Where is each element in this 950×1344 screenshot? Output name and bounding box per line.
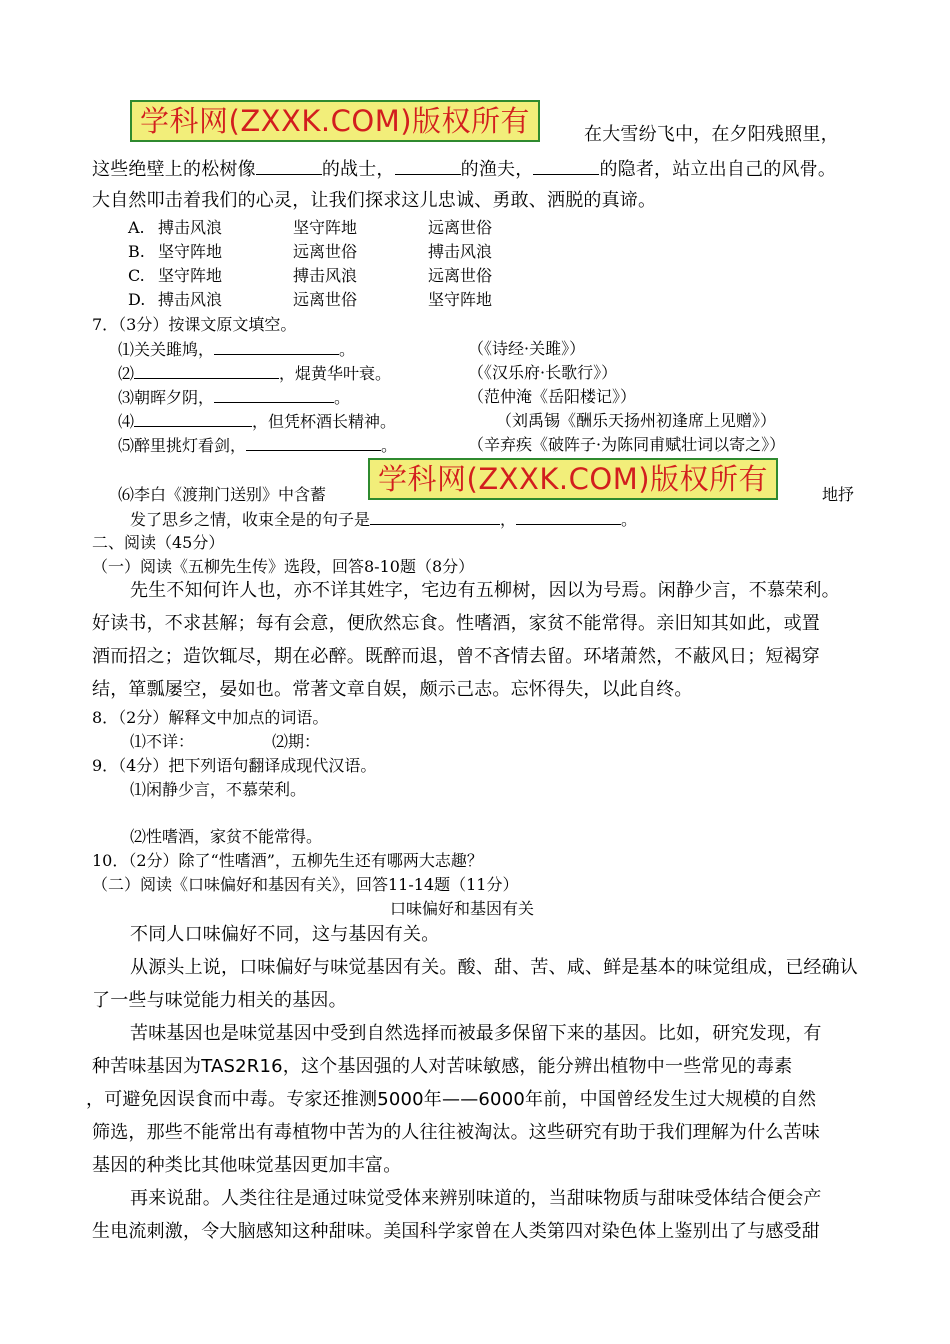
q7-item-1: ⑴关关雎鸠， 。 （《诗经·关雎》） [118,336,878,363]
q9-item-1: ⑴闲静少言，不慕荣利。 [130,780,307,799]
intro-text-d: 的隐者，站立出自己的风骨。 [599,159,837,180]
intro-text-a: 这些绝壁上的松树像 [92,159,256,180]
q7-item-5: ⑸醉里挑灯看剑， 。 （辛弃疾《破阵子·为陈同甫赋壮词以寄之》） [118,432,878,459]
q7-blank-6[interactable] [370,506,500,525]
q7-item-3: ⑶朝晖夕阴， 。 （范仲淹《岳阳楼记》） [118,384,878,411]
q7-blank-3[interactable] [214,384,334,403]
passage-1-line-2: 好读书，不求甚解；每有会意，便欣然忘食。性嗜酒，家贫不能常得。亲旧知其如此，或置 [92,613,820,634]
blank-3[interactable] [533,156,599,175]
q8-item-2: ⑵期： [272,732,321,751]
option-b: B. 坚守阵地 远离世俗 搏击风浪 [128,242,493,261]
q10-title: 10．（2分）除了“性嗜酒”，五柳先生还有哪两大志趣？ [92,851,483,870]
q7-source-3: （范仲淹《岳阳楼记》） [468,387,637,406]
watermark-middle: 学科网(ZXXK.COM)版权所有 [368,458,778,500]
q9-title: 9．（4分）把下列语句翻译成现代汉语。 [92,756,377,775]
q8-title: 8．（2分）解释文中加点的词语。 [92,708,329,727]
q7-source-2: （《汉乐府·长歌行》） [468,363,618,382]
option-a: A. 搏击风浪 坚守阵地 远离世俗 [128,218,493,237]
blank-1[interactable] [256,156,322,175]
passage-2-line-9: 再来说甜。人类往往是通过味觉受体来辨别味道的，当甜味物质与甜味受体结合便会产 [130,1188,822,1209]
intro-line-3: 大自然叩击着我们的心灵，让我们探求这儿忠诚、勇敢、洒脱的真谛。 [92,190,657,211]
q8-item-1: ⑴不详： [130,732,195,751]
q7-blank-7[interactable] [516,506,621,525]
passage-2-line-5: 种苦味基因为TAS2R16，这个基因强的人对苦味敏感，能分辨出植物中一些常见的毒素 [92,1056,793,1077]
passage-2-line-7: 筛选，那些不能常出有毒植物中苦为的人往往被淘汰。这些研究有助于我们理解为什么苦味 [92,1122,820,1143]
intro-line-1: 在大雪纷飞中，在夕阳残照里， [584,124,839,145]
q7-item-2: ⑵ ，焜黄华叶衰。 （《汉乐府·长歌行》） [118,360,878,387]
passage-1-line-4: 结，箪瓢屡空，晏如也。常著文章自娱，颇示己志。忘怀得失，以此自终。 [92,679,693,700]
passage-2-heading: 口味偏好和基因有关 [390,899,535,918]
part-2-title: （二）阅读《口味偏好和基因有关》，回答11-14题（11分） [92,875,519,894]
section-2-title: 二、阅读（45分） [92,533,225,552]
q7-item-4: ⑷ ，但凭杯酒长精神。 （刘禹锡《酬乐天扬州初逢席上见赠》） [118,408,878,435]
part-1-title: （一）阅读《五柳先生传》选段，回答8-10题（8分） [92,557,475,576]
q7-blank-4[interactable] [134,408,252,427]
watermark-top: 学科网(ZXXK.COM)版权所有 [130,100,540,142]
q7-source-5: （辛弃疾《破阵子·为陈同甫赋壮词以寄之》） [468,435,786,454]
passage-2-line-1: 不同人口味偏好不同，这与基因有关。 [130,924,440,945]
intro-line-2 [92,156,836,183]
q7-item-6-tail: 地抒 [822,485,855,504]
q7-title: 7．（3分）按课文原文填空。 [92,315,297,334]
q7-blank-1[interactable] [214,336,339,355]
passage-2-line-4: 苦味基因也是味觉基因中受到自然选择而被最多保留下来的基因。比如，研究发现，有 [130,1023,822,1044]
option-c: C. 坚守阵地 搏击风浪 远离世俗 [128,266,493,285]
q7-blank-2[interactable] [134,360,279,379]
passage-2-line-10: 生电流刺激，令大脑感知这种甜味。美国科学家曾在人类第四对染色体上鉴别出了与感受甜 [92,1221,820,1242]
q7-item-6a: ⑹李白《渡荆门送别》中含蓄 [118,485,327,504]
passage-2-line-8: 基因的种类比其他味觉基因更加丰富。 [92,1155,402,1176]
q7-source-4: （刘禹锡《酬乐天扬州初逢席上见赠》） [496,411,777,430]
q7-source-1: （《诗经·关雎》） [468,339,586,358]
passage-2-line-6: ，可避免因误食而中毒。专家还推测5000年——6000年前，中国曾经发生过大规模的自然 [86,1089,817,1110]
passage-2-line-3: 了一些与味觉能力相关的基因。 [92,990,347,1011]
blank-2[interactable] [395,156,461,175]
passage-1-line-1: 先生不知何许人也，亦不详其姓字，宅边有五柳树，因以为号焉。闲静少言，不慕荣利。 [130,580,840,601]
q7-item-6b: 发了思乡之情，收束全是的句子是 ， 。 [130,506,637,533]
option-d: D. 搏击风浪 远离世俗 坚守阵地 [128,290,493,309]
passage-1-line-3: 酒而招之；造饮辄尽，期在必醉。既醉而退，曾不吝情去留。环堵萧然，不蔽风日；短褐穿 [92,646,820,667]
intro-text-b: 的战士， [321,159,395,180]
q9-item-2: ⑵性嗜酒，家贫不能常得。 [130,827,323,846]
q7-blank-5[interactable] [246,432,381,451]
intro-text-c: 的渔夫， [460,159,534,180]
passage-2-line-2: 从源头上说，口味偏好与味觉基因有关。酸、甜、苦、咸、鲜是基本的味觉组成，已经确认 [130,957,858,978]
